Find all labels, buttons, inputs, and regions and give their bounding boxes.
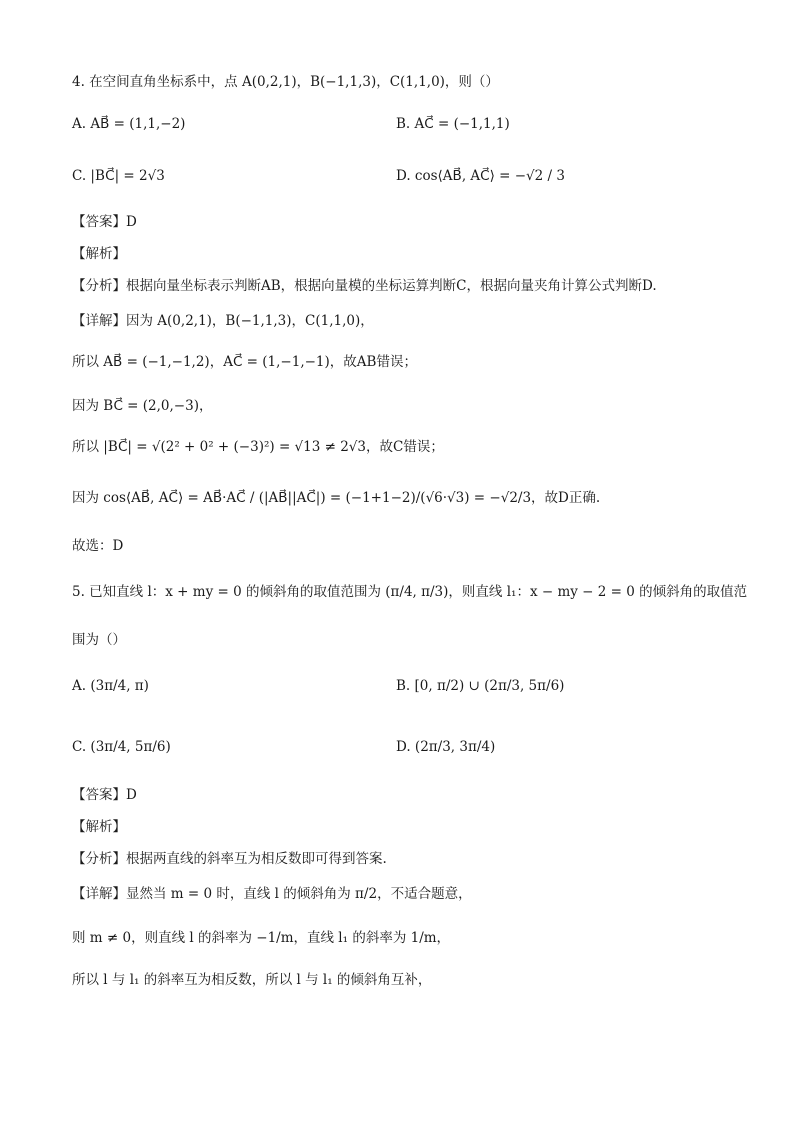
q4-answer: 【答案】D xyxy=(72,214,137,230)
q5-detail-2: 则 m ≠ 0，则直线 l 的斜率为 −1/m，直线 l₁ 的斜率为 1/m， xyxy=(72,930,451,946)
q5-option-a: A. (3π/4, π) xyxy=(72,678,149,694)
q4-option-b: B. AC⃗ = (−1,1,1) xyxy=(396,116,510,132)
q5-answer: 【答案】D xyxy=(72,787,137,803)
q4-option-c: C. |BC⃗| = 2√3 xyxy=(72,168,165,184)
q5-option-d: D. (2π/3, 3π/4) xyxy=(396,739,496,755)
q4-analysis: 【分析】根据向量坐标表示判断AB，根据向量模的坐标运算判断C，根据向量夹角计算公式判断D. xyxy=(72,278,657,294)
q4-detail-3: 因为 BC⃗ = (2,0,−3)， xyxy=(72,398,213,414)
q4-detail-1: 【详解】因为 A(0,2,1)，B(−1,1,3)，C(1,1,0)， xyxy=(72,313,374,329)
q5-stem-line-1: 5. 已知直线 l：x + my = 0 的倾斜角的取值范围为 (π/4, π/3)，则直线 l₁：x − my − 2 = 0 的倾斜角的取值范 xyxy=(72,584,748,600)
q4-option-a: A. AB⃗ = (1,1,−2) xyxy=(72,116,186,132)
q4-analysis-title: 【解析】 xyxy=(72,246,126,262)
q5-option-c: C. (3π/4, 5π/6) xyxy=(72,739,171,755)
q5-option-b: B. [0, π/2) ∪ (2π/3, 5π/6) xyxy=(396,678,565,694)
q5-detail-3: 所以 l 与 l₁ 的斜率互为相反数，所以 l 与 l₁ 的倾斜角互补， xyxy=(72,972,432,988)
q4-detail-5: 因为 cos⟨AB⃗, AC⃗⟩ = AB⃗·AC⃗ / (|AB⃗||AC⃗|) = (−1+1−2)/(√6·√3) = −√2/3，故D正确. xyxy=(72,490,601,506)
q5-analysis-title: 【解析】 xyxy=(72,819,126,835)
q4-choice: 故选：D xyxy=(72,538,124,554)
q5-detail-1: 【详解】显然当 m = 0 时，直线 l 的倾斜角为 π/2，不适合题意， xyxy=(72,886,472,902)
q4-stem: 4. 在空间直角坐标系中，点 A(0,2,1)，B(−1,1,3)，C(1,1,0)，则（） xyxy=(72,74,499,90)
q4-detail-2: 所以 AB⃗ = (−1,−1,2)，AC⃗ = (1,−1,−1)，故AB错误； xyxy=(72,354,417,370)
q5-stem-line-2: 围为（） xyxy=(72,632,126,648)
q4-option-d: D. cos⟨AB⃗, AC⃗⟩ = −√2 / 3 xyxy=(396,168,565,184)
q5-analysis: 【分析】根据两直线的斜率互为相反数即可得到答案. xyxy=(72,851,387,867)
q4-detail-4: 所以 |BC⃗| = √(2² + 0² + (−3)²) = √13 ≠ 2√3，故C错误； xyxy=(72,439,444,455)
